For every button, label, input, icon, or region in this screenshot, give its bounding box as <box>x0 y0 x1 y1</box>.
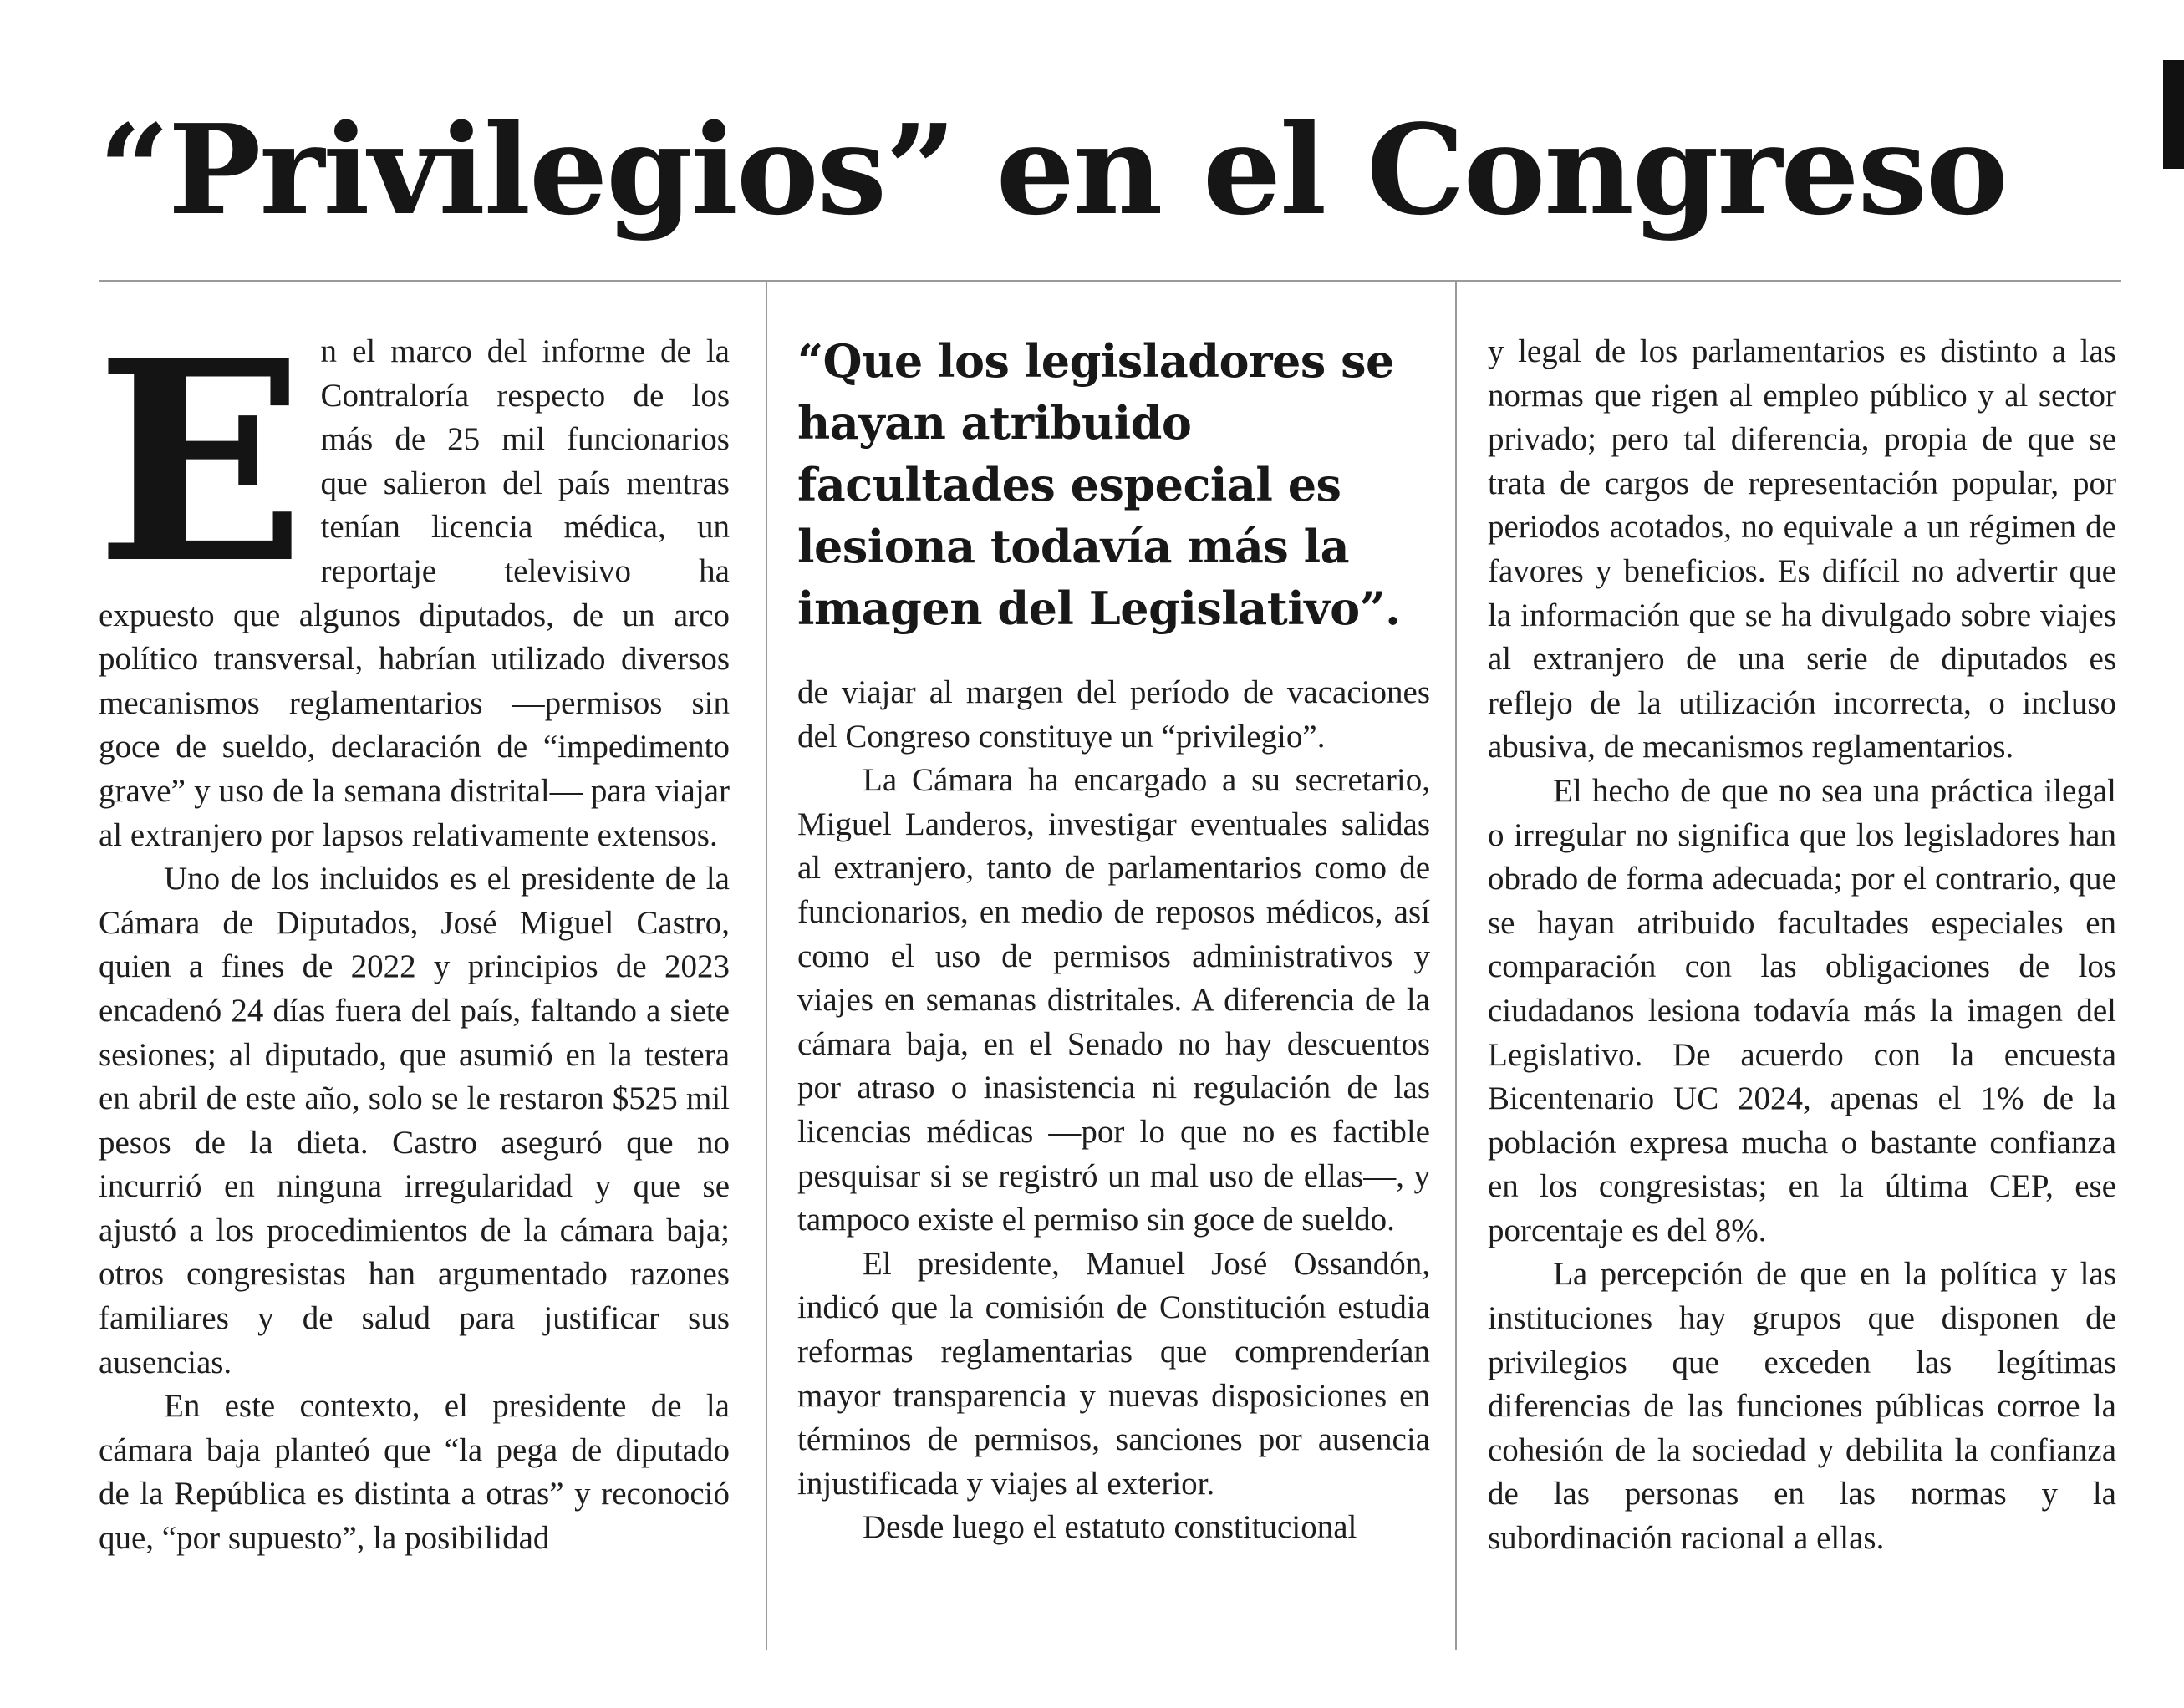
col1-paragraph-1: n el marco del informe de la Contraloría respecto de los más de 25 mil funcionarios que salieron del país mentras tenían licencia médica, un reportaje televisivo ha expuesto que algunos diputados, de un arco político transversal, habrían utilizado diversos mecanismos reglamentarios —permisos sin goce de sueldo, declaración de “impedimento grave” y uso de la semana distrital— para viajar al extranjero por lapsos relativamente extensos. <box>99 333 730 853</box>
col2-paragraph-2: La Cámara ha encargado a su secretario, Miguel Landeros, investigar eventuales salidas al extranjero, tanto de parlamentarios como de funcionarios, en medio de reposos médicos, así como el uso de permisos administrativos y viajes en semanas distritales. A diferencia de la cámara baja, en el Senado no hay descuentos por atraso o inasistencia ni regulación de las licencias médicas —por lo que no es factible pesquisar si se registró un mal uso de ellas—, y tampoco existe el permiso sin goce de sueldo. <box>797 762 1430 1238</box>
column-3 <box>1488 330 2116 1561</box>
column-divider-2 <box>1455 280 1457 1650</box>
headline: “Privilegios” en el Congreso <box>99 97 2007 242</box>
col3-paragraph-1: y legal de los parlamentarios es distinto a las normas que rigen al empleo público y al sector privado; pero tal diferencia, propia de que se trata de cargos de representación popular, por periodos acotados, no equivale a un régimen de favores y beneficios. Es difícil no advertir que la información que se ha divulgado sobre viajes al extranjero de una serie de diputados es reflejo de la utilización incorrecta, o incluso abusiva, de mecanismos reglamentarios. <box>1488 333 2116 765</box>
column-2 <box>797 330 1430 1550</box>
col3-paragraph-3: La percepción de que en la política y las instituciones hay grupos que disponen de privilegios que exceden las legítimas diferencias de las funciones públicas corroe la cohesión de la sociedad y debilita la confianza de las personas en las normas y la subordinación racional a ellas. <box>1488 1256 2116 1557</box>
col2-paragraph-1: de viajar al margen del período de vacaciones del Congreso constituye un “privilegio”. <box>797 674 1430 755</box>
page-edge-bar <box>2163 60 2184 169</box>
col3-paragraph-2: El hecho de que no sea una práctica ilegal o irregular no significa que los legisladores han obrado de forma adecuada; por el contrario, que se hayan atribuido facultades especiales en comparación con las obligaciones de los ciudadanos lesiona todavía más la imagen del Legislativo. De acuerdo con la encuesta Bicentenario UC 2024, apenas el 1% de la población expresa mucha o bastante confianza en los congresistas; en la última CEP, ese porcentaje es del 8%. <box>1488 772 2116 1248</box>
drop-cap: E <box>95 300 306 624</box>
col2-paragraph-4: Desde luego el estatuto constitucional <box>863 1509 1357 1546</box>
col2-paragraph-3: El presidente, Manuel José Ossandón, indicó que la comisión de Constitución estudia reformas reglamentarias que comprenderían mayor transparencia y nuevas disposiciones en términos de permisos, sanciones por ausencia injustificada y viajes al exterior. <box>797 1245 1430 1502</box>
column-divider-1 <box>766 280 767 1650</box>
col1-paragraph-2: Uno de los incluidos es el presidente de la Cámara de Diputados, José Miguel Castro, quien a fines de 2022 y principios de 2023 encadenó 24 días fuera del país, faltando a siete sesiones; al diputado, que asumió en la testera en abril de este año, solo se le restaron $525 mil pesos de la dieta. Castro aseguró que no incurrió en ninguna irregularidad y que se ajustó a los procedimientos de la cámara baja; otros congresistas han argumentado razones familiares y de salud para justificar sus ausencias. <box>99 861 730 1380</box>
column-1 <box>95 300 730 1561</box>
col1-paragraph-3: En este contexto, el presidente de la cámara baja planteó que “la pega de diputado de la República es distinta a otras” y reconoció que, “por supuesto”, la posibilidad <box>99 1388 730 1557</box>
top-rule <box>99 280 2121 282</box>
pull-quote: “Que los legisladores se hayan atribuido facultades especial es lesiona todavía más la imagen del Legislativo”. <box>797 334 1401 635</box>
